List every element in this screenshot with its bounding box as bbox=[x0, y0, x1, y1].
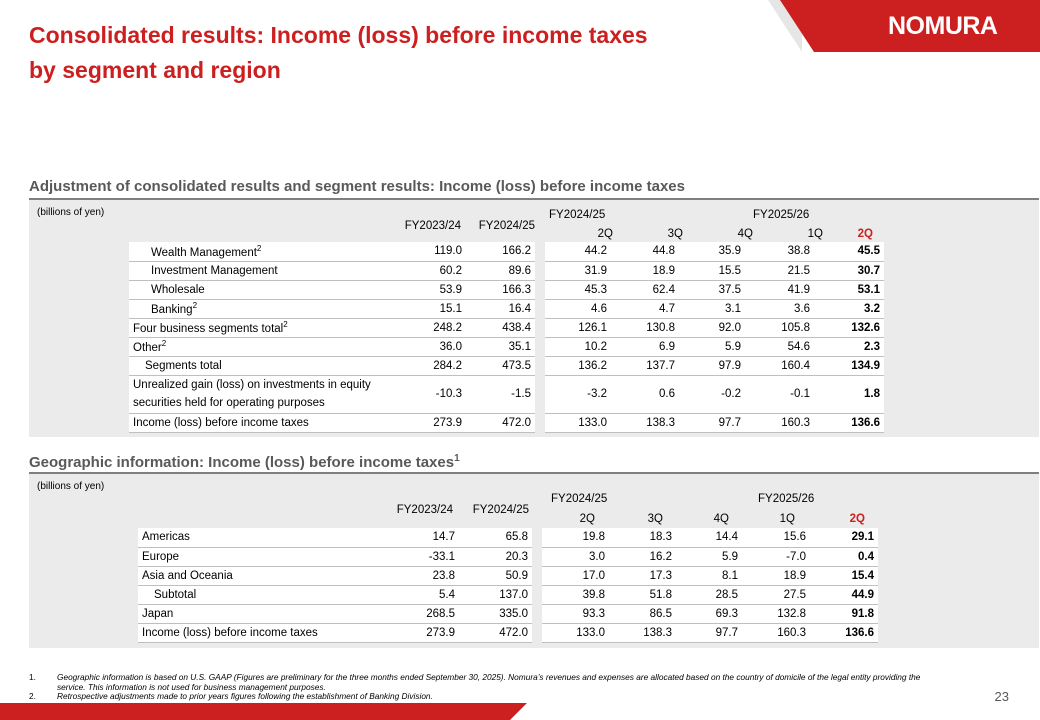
geo-header-q-2q-fy2425: 2Q bbox=[579, 513, 595, 525]
bottom-red-bar bbox=[0, 703, 510, 720]
header-fy2425: FY2024/25 bbox=[478, 220, 535, 232]
table-row: Four business segments total$^2$ 248.2 438.4 126.1 130.8 92.0 105.8 132.6 bbox=[129, 318, 884, 337]
table-row: Banking$^2$ 15.1 16.4 4.6 4.7 3.1 3.6 3.2 bbox=[129, 299, 884, 318]
header-group-fy2526: FY2025/26 bbox=[753, 209, 810, 221]
table-row: Unrealized gain (loss) on investments in equity securities held for operating purposes -10.3 -1.5 -3.2 0.6 -0.2 -0.1 1.8 bbox=[129, 375, 884, 413]
table-row: Income (loss) before income taxes 273.9 472.0 133.0 138.3 97.7 160.3 136.6 bbox=[138, 623, 878, 642]
header-q-3q: 3Q bbox=[667, 228, 683, 240]
table-row: Japan 268.5 335.0 93.3 86.5 69.3 132.8 91.8 bbox=[138, 604, 878, 623]
header-q-1q: 1Q bbox=[807, 228, 823, 240]
table-row: Asia and Oceania 23.8 50.9 17.0 17.3 8.1 18.9 15.4 bbox=[138, 566, 878, 585]
table-row: Investment Management 60.2 89.6 31.9 18.9 15.5 21.5 30.7 bbox=[129, 261, 884, 280]
header-q-2q-fy2425: 2Q bbox=[597, 228, 613, 240]
geo-header-q-4q: 4Q bbox=[713, 513, 729, 525]
geo-header-fy2425: FY2024/25 bbox=[472, 504, 529, 516]
header-fy2324: FY2023/24 bbox=[404, 220, 461, 232]
geo-header-q-3q: 3Q bbox=[647, 513, 663, 525]
table-row: Other$^2$ 36.0 35.1 10.2 6.9 5.9 54.6 2.3 bbox=[129, 337, 884, 356]
section2-title: Geographic information: Income (loss) before income taxes$^1$ bbox=[29, 453, 460, 471]
table-row: Subtotal 5.4 137.0 39.8 51.8 28.5 27.5 44.9 bbox=[138, 585, 878, 604]
header-q-2q-fy2526: 2Q bbox=[857, 228, 873, 240]
section2-unit: (billions of yen) bbox=[37, 481, 105, 492]
section2-panel bbox=[29, 474, 1039, 648]
geo-header-fy2324: FY2023/24 bbox=[396, 504, 453, 516]
section1-title: Adjustment of consolidated results and segment results: Income (loss) before income taxes bbox=[29, 178, 685, 195]
header-group-fy2425: FY2024/25 bbox=[549, 209, 606, 221]
geo-header-group-fy2526: FY2025/26 bbox=[758, 493, 815, 505]
section1-unit: (billions of yen) bbox=[37, 207, 105, 218]
nomura-logo: NOMURA bbox=[888, 12, 998, 40]
page-number: 23 bbox=[994, 689, 1009, 704]
logo-band bbox=[814, 0, 1040, 52]
table-row: Europe -33.1 20.3 3.0 16.2 5.9 -7.0 0.4 bbox=[138, 547, 878, 566]
table-row: Americas 14.7 65.8 19.8 18.3 14.4 15.6 29.1 bbox=[138, 528, 878, 547]
table-row: Income (loss) before income taxes 273.9 472.0 133.0 138.3 97.7 160.3 136.6 bbox=[129, 413, 884, 432]
geo-header-q-1q: 1Q bbox=[779, 513, 795, 525]
geographic-table bbox=[138, 528, 878, 643]
segment-table bbox=[129, 242, 884, 433]
table-row: Wealth Management$^2$ 119.0 166.2 44.2 44.8 35.9 38.8 45.5 bbox=[129, 242, 884, 261]
section1-panel bbox=[29, 200, 1039, 437]
footnotes bbox=[29, 673, 929, 702]
table-row: Wholesale 53.9 166.3 45.3 62.4 37.5 41.9 53.1 bbox=[129, 280, 884, 299]
footnote-1: 1. Geographic information is based on U.S. GAAP (Figures are preliminary for the three months ended September 30, 2025). Nomura’s revenues and expenses are allocated based on the country of domicile of the legal entity providing the service. This information is not used for business management purposes. bbox=[29, 672, 921, 692]
table-row: Segments total 284.2 473.5 136.2 137.7 97.9 160.4 134.9 bbox=[129, 356, 884, 375]
header-q-4q: 4Q bbox=[737, 228, 753, 240]
geo-header-group-fy2425: FY2024/25 bbox=[551, 493, 608, 505]
footnote-2: 2. Retrospective adjustments made to prior years figures following the establishment of Banking Division. bbox=[29, 691, 433, 701]
page-title: Consolidated results: Income (loss) before income taxes by segment and region bbox=[29, 22, 648, 83]
geo-header-q-2q-fy2526: 2Q bbox=[849, 513, 865, 525]
